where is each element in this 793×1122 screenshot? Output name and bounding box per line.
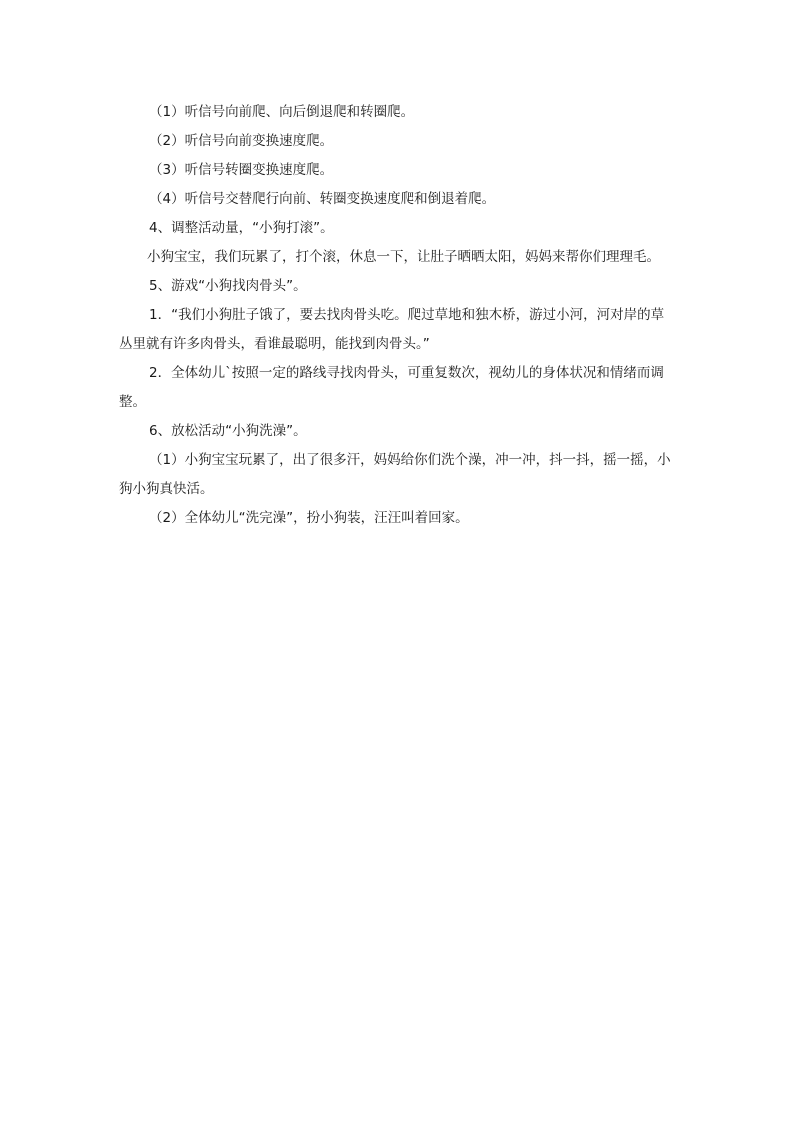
paragraph-game-1: 1．“我们小狗肚子饿了，要去找肉骨头吃。爬过草地和独木桥，游过小河，河对岸的草丛里就有许多肉骨头，看谁最聪明，能找到肉骨头。” [119,307,665,352]
document-body [119,98,675,533]
section-heading-4: 4、调整活动量，“小狗打滚”。 [149,220,334,236]
paragraph-step-1: （1）听信号向前爬、向后倒退爬和转圈爬。 [149,104,415,120]
section-heading-6: 6、放松活动“小狗洗澡”。 [149,423,307,439]
paragraph-step-4: （4）听信号交替爬行向前、转圈变换速度爬和倒退着爬。 [149,191,496,207]
section-heading-5: 5、游戏“小狗找肉骨头”。 [149,278,307,294]
paragraph-bath-1: （1）小狗宝宝玩累了，出了很多汗，妈妈给你们洗个澡，冲一冲，抖一抖，摇一摇，小狗小狗真快活。 [119,452,671,497]
paragraph-step-3: （3）听信号转圈变换速度爬。 [149,162,334,178]
paragraph-bath-2: （2）全体幼儿“洗完澡”，扮小狗装，汪汪叫着回家。 [149,510,469,526]
paragraph-rolling: 小狗宝宝，我们玩累了，打个滚，休息一下，让肚子晒晒太阳，妈妈来帮你们理理毛。 [147,249,660,265]
paragraph-game-2: 2．全体幼儿`按照一定的路线寻找肉骨头，可重复数次，视幼儿的身体状况和情绪而调整。 [119,365,664,410]
paragraph-step-2: （2）听信号向前变换速度爬。 [149,133,334,149]
